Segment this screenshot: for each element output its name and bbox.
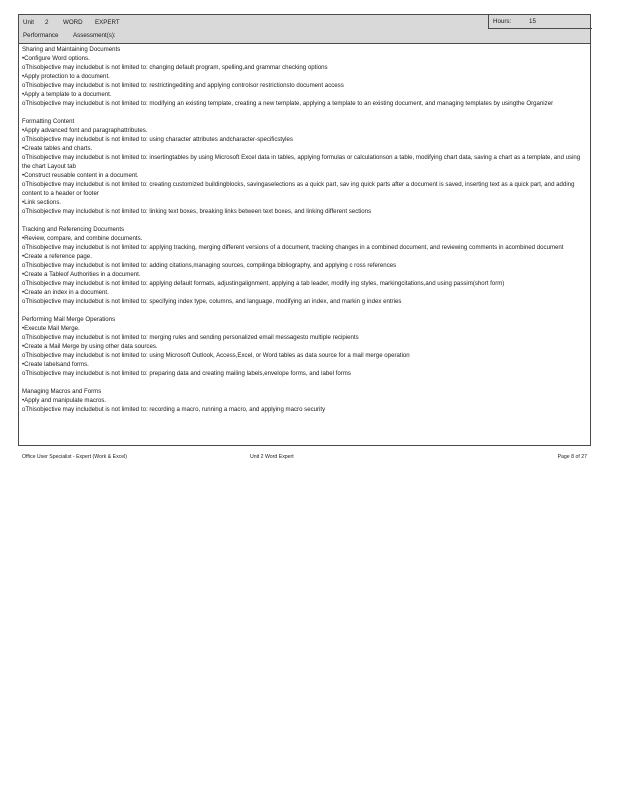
section-heading: Formatting Content	[22, 118, 75, 125]
footer-unit: Unit 2 Word Expert	[250, 454, 294, 460]
objective-line: oThisobjective may includebut is not limited to: using character attributes andcharacter-specificstyles	[22, 136, 293, 143]
objective-section	[22, 225, 584, 306]
page-footer	[22, 453, 587, 462]
objective-line: •Create tables and charts.	[22, 145, 93, 152]
objective-section	[22, 117, 584, 216]
footer-page-number: Page 8 of 27	[557, 454, 587, 460]
unit-table	[18, 14, 591, 446]
objective-line: •Construct reusable content in a document.	[22, 172, 139, 179]
performance-label: Performance	[23, 32, 59, 39]
assessment-label: Assessment(s):	[73, 32, 116, 39]
objective-section	[22, 315, 584, 378]
objective-section	[22, 387, 584, 414]
hours-cell	[488, 15, 592, 29]
section-heading: Tracking and Referencing Documents	[22, 226, 125, 233]
objective-line: oThisobjective may includebut is not limited to: specifying index type, columns, and language, modifying an index, and markin g index entries	[22, 298, 402, 305]
objective-line: oThisobjective may includebut is not limited to: restrictingediting and applying controlsor restrictionsto document access	[22, 82, 344, 89]
section-heading: Managing Macros and Forms	[22, 388, 102, 395]
section-heading: Sharing and Maintaining Documents	[22, 46, 121, 53]
unit-header	[19, 15, 590, 44]
objective-line: oThisobjective may includebut is not limited to: creating customized buildingblocks, savingaselections as a quick part, sav ing quick parts after a document is saved, inserting text as a quick part, and adding content to a header or footer	[22, 181, 575, 197]
unit-level: EXPERT	[95, 19, 120, 26]
objective-line: •Create an index in a document.	[22, 289, 109, 296]
objective-line: •Apply protection to a document.	[22, 73, 110, 80]
objective-line: oThisobjective may includebut is not limited to: recording a macro, running a macro, and applying macro security	[22, 406, 326, 413]
performance-row	[23, 32, 116, 40]
objective-line: •Review, compare, and combine documents.	[22, 235, 143, 242]
objective-line: oThisobjective may includebut is not limited to: changing default program, spelling,and grammar checking options	[22, 64, 328, 71]
objectives-content	[22, 45, 584, 423]
objective-line: oThisobjective may includebut is not limited to: applying default formats, adjustingalignment, applying a tab leader, modify ing styles, markingcitations,and using passim(short form)	[22, 280, 505, 287]
objective-line: •Configure Word options.	[22, 55, 90, 62]
objective-line: oThisobjective may includebut is not limited to: modifying an existing template, creating a new template, applying a template to an existing document, and managing templates by usingthe Organizer	[22, 100, 554, 107]
objective-line: oThisobjective may includebut is not limited to: applying tracking, merging different versions of a document, tracking changes in a combined document, and reviewing comments in acombined document	[22, 244, 564, 251]
objective-line: •Link sections.	[22, 199, 62, 206]
objective-line: •Apply and manipulate macros.	[22, 397, 107, 404]
footer-course: Office User Specialist - Expert (Work & Excel)	[22, 454, 128, 460]
objective-line: oThisobjective may includebut is not limited to: preparing data and creating mailing labels,envelope forms, and label forms	[22, 370, 351, 377]
objective-line: oThisobjective may includebut is not limited to: merging rules and sending personalized email messagesto multiple recipients	[22, 334, 359, 341]
unit-title-row	[23, 19, 120, 27]
hours-label: Hours:	[493, 18, 512, 25]
objective-line: •Create labelsand forms.	[22, 361, 89, 368]
unit-number: 2	[45, 19, 49, 26]
objective-line: •Create a reference page.	[22, 253, 92, 260]
hours-value: 15	[529, 18, 536, 25]
objective-line: •Create a Mail Merge by using other data sources.	[22, 343, 158, 350]
objective-section	[22, 45, 584, 108]
section-heading: Performing Mail Merge Operations	[22, 316, 116, 323]
objective-line: oThisobjective may includebut is not limited to: insertingtables by using Microsoft Excel data in tables, applying formulas or calculationson a table, modifying chart data, saving a chart as a template, and using the chart Layout tab	[22, 154, 581, 170]
objective-line: •Apply advanced font and paragraphattributes.	[22, 127, 148, 134]
objective-line: oThisobjective may includebut is not limited to: using Microsoft Outlook, Access,Excel, or Word tables as data source for a mail merge operation	[22, 352, 410, 359]
unit-label: Unit	[23, 19, 35, 26]
objective-line: oThisobjective may includebut is not limited to: adding citations,managing sources, compilinga bibliography, and applying c ross references	[22, 262, 397, 269]
objective-line: •Create a Tableof Authorities in a document.	[22, 271, 141, 278]
objective-line: oThisobjective may includebut is not limited to: linking text boxes, breaking links between text boxes, and linking different sections	[22, 208, 372, 215]
objective-line: •Execute Mail Merge.	[22, 325, 80, 332]
unit-name: WORD	[63, 19, 83, 26]
objective-line: •Apply a template to a document.	[22, 91, 112, 98]
